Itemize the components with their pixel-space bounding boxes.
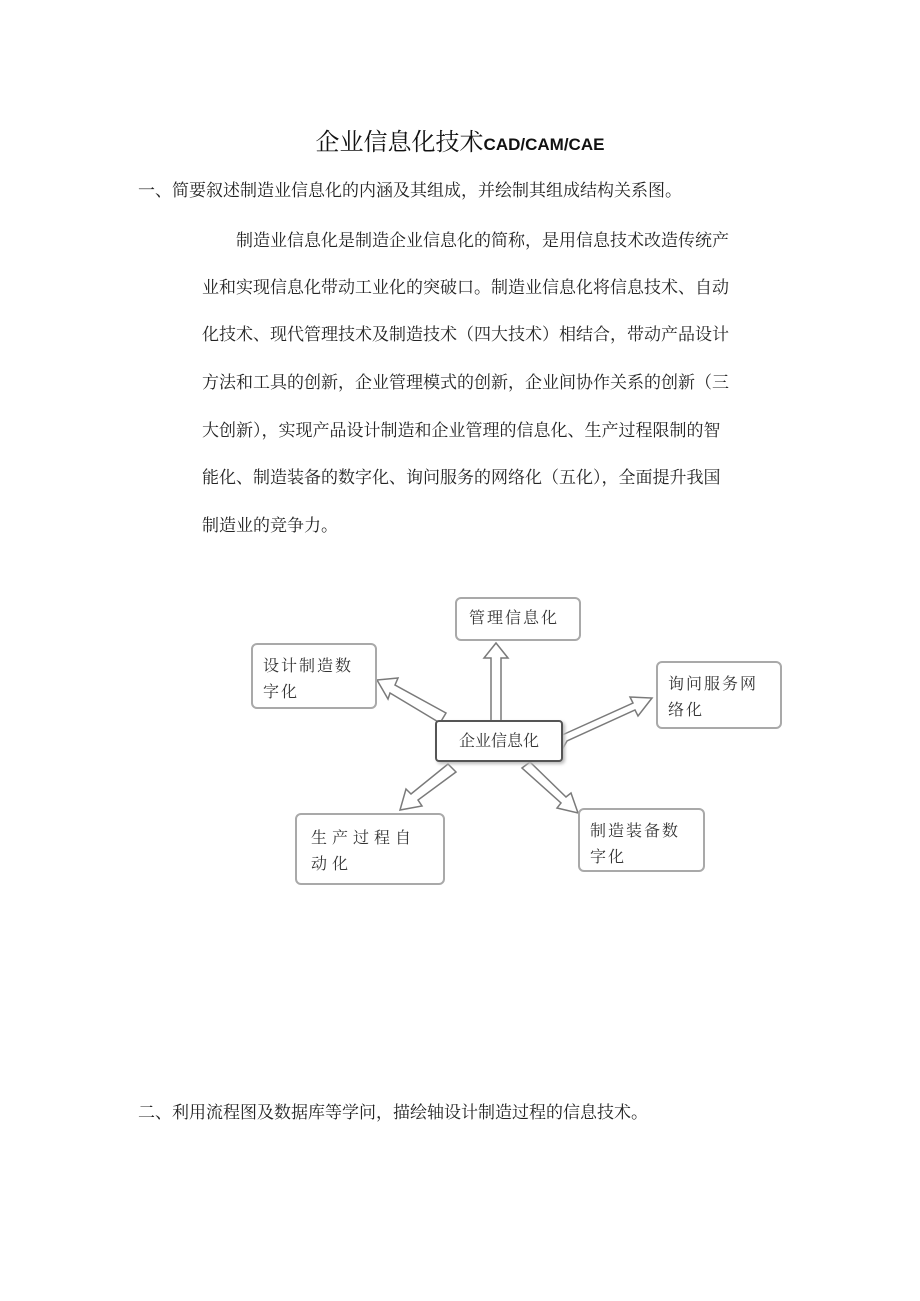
title-main: 企业信息化技术 (315, 128, 484, 156)
box-equipment-line-2: 字化 (590, 847, 627, 866)
box-equipment-line-1: 制造装备数 (590, 821, 681, 840)
box-management-label: 管理信息化 (469, 608, 560, 627)
answer-line-1: 制造业信息化是制造企业信息化的简称，是用信息技术改造传统产 (202, 231, 729, 251)
box-inquiry-service-networking (656, 661, 782, 729)
box-inquiry-line-1: 询问服务网 (668, 674, 759, 693)
question-2: 二、利用流程图及数据库等学问，描绘轴设计制造过程的信息技术。 (138, 1103, 648, 1123)
box-center-label: 企业信息化 (458, 731, 539, 750)
answer-line-2: 业和实现信息化带动工业化的突破口。制造业信息化将信息技术、自动 (202, 278, 729, 298)
title-suffix: CAD/CAM/CAE (483, 135, 605, 154)
question-1: 一、简要叙述制造业信息化的内涵及其组成，并绘制其组成结构关系图。 (138, 181, 682, 201)
arrow-to-upper-left (377, 678, 446, 723)
arrow-to-top (484, 643, 508, 721)
box-production-line-2: 动化 (311, 854, 354, 873)
arrow-to-lower-left (400, 764, 456, 810)
box-management-informatization (455, 597, 581, 641)
box-equipment-digitization (578, 808, 705, 872)
answer-line-5: 大创新），实现产品设计制造和企业管理的信息化、生产过程限制的智 (202, 421, 721, 441)
arrow-to-upper-right (560, 697, 652, 748)
box-design-line-2: 字化 (263, 682, 300, 701)
answer-line-3: 化技术、现代管理技术及制造技术（四大技术）相结合，带动产品设计 (202, 325, 729, 345)
box-inquiry-line-2: 络化 (668, 700, 705, 719)
answer-line-4: 方法和工具的创新，企业管理模式的创新，企业间协作关系的创新（三 (202, 373, 729, 393)
box-production-line-1: 生产过程自 (311, 828, 417, 847)
box-enterprise-informatization (435, 720, 563, 762)
box-design-line-1: 设计制造数 (263, 656, 354, 675)
arrow-to-lower-right (522, 762, 578, 813)
answer-line-6: 能化、制造装备的数字化、询问服务的网络化（五化），全面提升我国 (202, 468, 721, 488)
box-design-manufacturing-digitization (251, 643, 377, 709)
answer-line-7: 制造业的竞争力。 (202, 516, 338, 536)
box-production-process-automation (295, 813, 445, 885)
